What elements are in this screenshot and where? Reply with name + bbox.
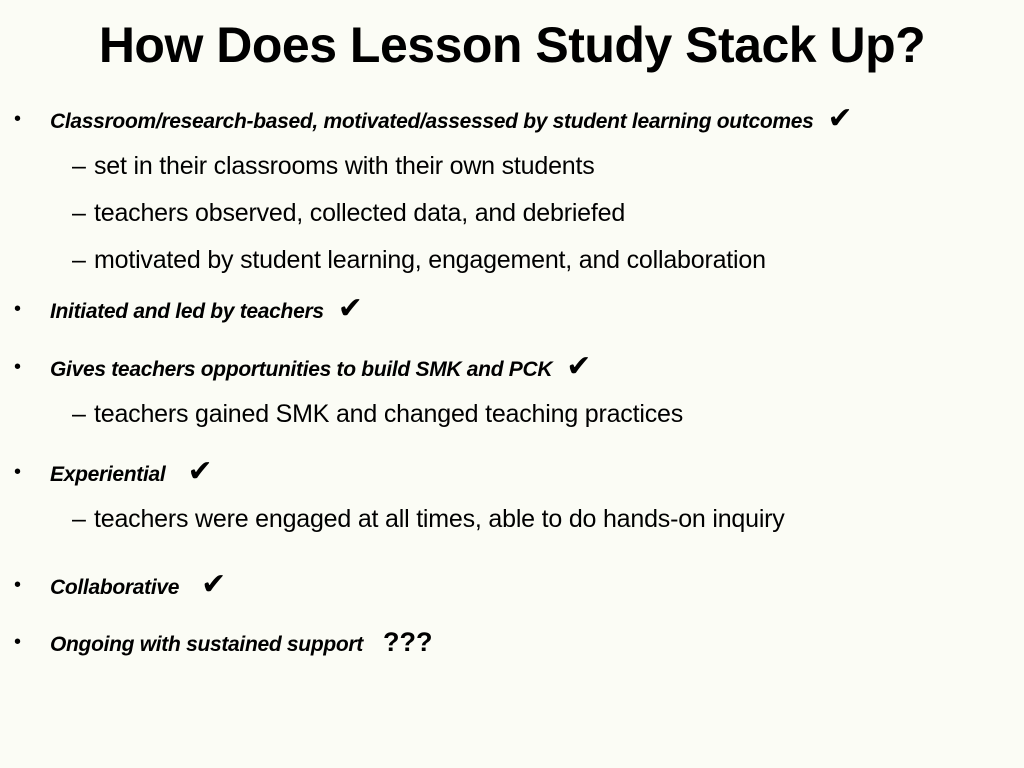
- bullet-text: Gives teachers opportunities to build SMK and PCK: [50, 358, 553, 381]
- check-mark-icon: ✔: [201, 568, 227, 601]
- bullet-marker: •: [14, 356, 22, 378]
- check-mark-icon: ✔: [566, 350, 592, 383]
- sub-bullet-text: set in their classrooms with their own students: [94, 152, 595, 180]
- sub-bullet-dash: –: [72, 246, 86, 274]
- bullet-text: Collaborative: [50, 576, 180, 599]
- sub-bullet-item: [94, 152, 595, 181]
- check-mark-icon: ✔: [337, 292, 363, 325]
- bullet-item: [50, 457, 213, 487]
- sub-bullet-dash: –: [72, 400, 86, 428]
- slide-title: How Does Lesson Study Stack Up?: [98, 17, 926, 73]
- bullet-marker: •: [14, 574, 22, 596]
- sub-bullet-item: [94, 400, 683, 429]
- sub-bullet-item: [94, 505, 785, 534]
- sub-bullet-text: motivated by student learning, engagement, and collaboration: [94, 246, 766, 274]
- sub-bullet-text: teachers gained SMK and changed teaching practices: [94, 400, 683, 428]
- sub-bullet-dash: –: [72, 152, 86, 180]
- check-mark-icon: ✔: [827, 102, 853, 135]
- bullet-item: [50, 570, 226, 600]
- bullet-text: Ongoing with sustained support: [50, 633, 363, 656]
- question-marks: ???: [382, 627, 433, 657]
- sub-bullet-text: teachers were engaged at all times, able to do hands-on inquiry: [94, 505, 785, 533]
- sub-bullet-dash: –: [72, 199, 86, 227]
- bullet-marker: •: [14, 298, 22, 320]
- sub-bullet-dash: –: [72, 505, 86, 533]
- sub-bullet-item: [94, 199, 625, 228]
- bullet-text: Initiated and led by teachers: [50, 300, 324, 323]
- bullet-text: Experiential: [50, 463, 166, 486]
- bullet-item: [50, 294, 363, 324]
- bullet-item: [50, 627, 432, 658]
- sub-bullet-item: [94, 246, 766, 275]
- bullet-marker: •: [14, 461, 22, 483]
- bullet-item: [50, 104, 853, 134]
- sub-bullet-text: teachers observed, collected data, and debriefed: [94, 199, 626, 227]
- bullet-marker: •: [14, 108, 22, 130]
- check-mark-icon: ✔: [187, 455, 213, 488]
- bullet-text: Classroom/research-based, motivated/assessed by student learning outcomes: [50, 110, 814, 133]
- bullet-marker: •: [14, 631, 22, 653]
- bullet-item: [50, 352, 591, 382]
